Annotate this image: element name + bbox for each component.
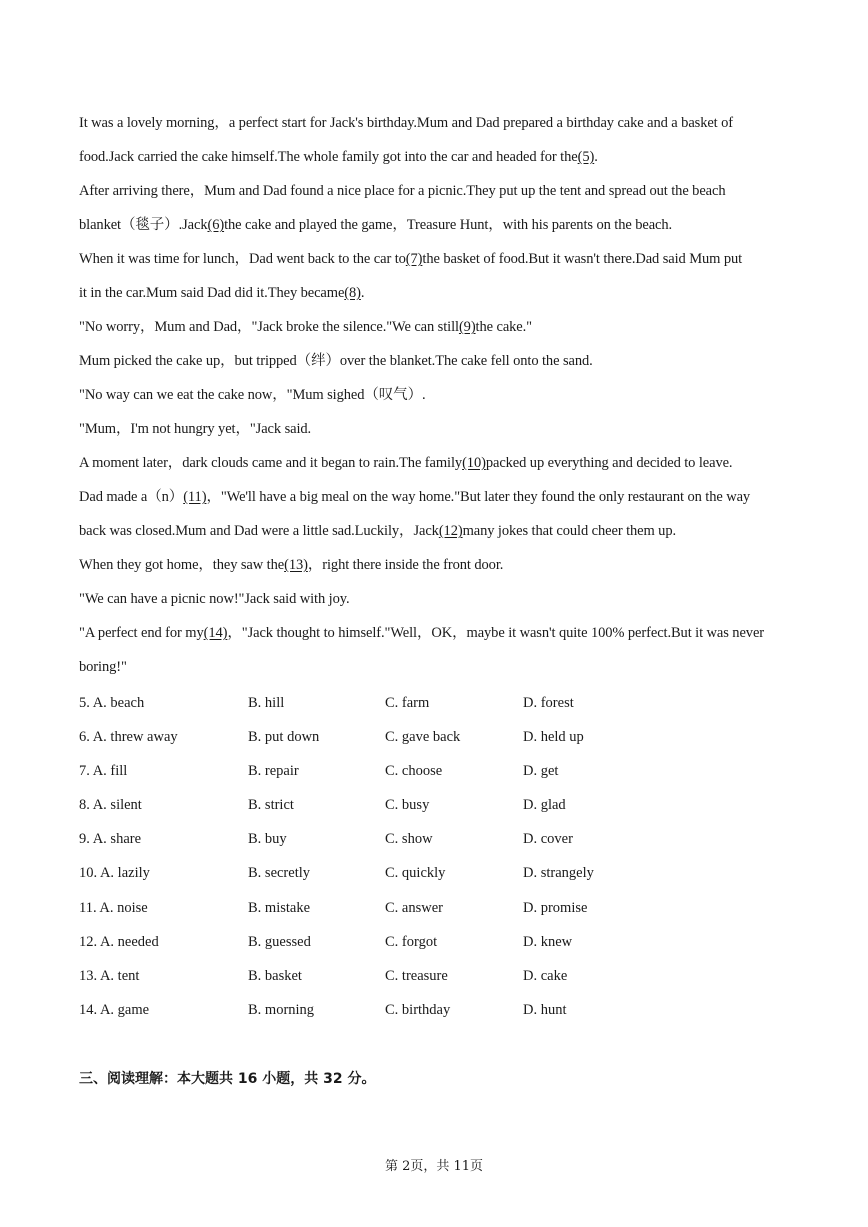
option-choice: C. answer [385, 899, 443, 916]
option-row [79, 788, 791, 822]
option-choice: B. strict [248, 797, 294, 814]
passage-text: the cake." [475, 319, 532, 335]
option-choice: 5. A. beach [79, 695, 145, 711]
option-row [79, 754, 791, 788]
passage-text: When it was time for lunch，Dad went back to the car to [79, 251, 406, 267]
passage-text: A moment later，dark clouds came and it began to rain.The family [79, 455, 463, 471]
option-choice: D. promise [523, 899, 588, 916]
passage-text: It was a lovely morning，a perfect start for Jack's birthday.Mum and Dad prepared a birthday cake and a basket of [79, 115, 734, 131]
answer-options [79, 686, 791, 1027]
passage-text: Dad made a（n） [79, 489, 184, 505]
passage-text: "A perfect end for my [79, 625, 204, 641]
passage-line [79, 140, 791, 174]
passage-text: . [360, 285, 365, 301]
page-footer: 第 2页，共 11页 [384, 1159, 484, 1174]
blank-number: (12) [438, 523, 463, 539]
passage-text: "No worry，Mum and Dad，"Jack broke the silence."We can still [79, 319, 459, 335]
option-choice: 6. A. threw away [79, 729, 178, 746]
option-row [79, 686, 791, 720]
passage-line [79, 242, 791, 276]
option-choice: C. show [385, 831, 433, 848]
passage-line [79, 582, 791, 616]
option-choice: D. glad [523, 797, 566, 814]
option-row [79, 856, 791, 890]
passage-text: ，right there inside the front door. [307, 557, 504, 573]
passage-line [79, 480, 791, 514]
option-choice: B. mistake [248, 899, 311, 916]
passage-text: "We can have a picnic now!"Jack said with joy. [79, 591, 350, 607]
passage-line [79, 106, 791, 140]
option-choice: 8. A. silent [79, 797, 142, 814]
passage-line [79, 514, 791, 548]
passage-text: many jokes that could cheer them up. [462, 523, 677, 539]
passage-text: back was closed.Mum and Dad were a little sad.Luckily，Jack [79, 523, 439, 539]
passage-text: . [594, 149, 598, 165]
option-choice: D. get [523, 763, 559, 780]
passage-text: ，"Jack thought to himself."Well，OK，maybe it wasn't quite 100% perfect.But it was never [227, 625, 765, 641]
option-choice: C. quickly [385, 865, 446, 882]
blank-number: (6) [207, 217, 225, 233]
blank-number: (11) [183, 489, 207, 505]
passage-text: boring!" [79, 659, 127, 675]
blank-number: (13) [284, 557, 308, 573]
option-choice: D. cake [523, 967, 568, 984]
section-heading: 三、阅读理解：本大题共 16 小题，共 32 分。 [79, 1071, 376, 1087]
passage-text: packed up everything and decided to leave. [485, 455, 733, 471]
option-row [79, 822, 791, 856]
option-choice: B. hill [248, 695, 285, 711]
option-choice: B. basket [248, 967, 302, 984]
option-choice: D. forest [523, 695, 574, 711]
option-choice: D. cover [523, 831, 573, 848]
passage-line [79, 378, 791, 412]
option-row [79, 720, 791, 754]
option-choice: 14. A. game [79, 1001, 150, 1018]
option-row [79, 925, 791, 959]
passage-line [79, 446, 791, 480]
option-choice: B. buy [248, 831, 287, 848]
passage-text: it in the car.Mum said Dad did it.They became [79, 285, 345, 301]
passage-line [79, 650, 791, 684]
option-row [79, 993, 791, 1027]
blank-number: (8) [344, 285, 361, 301]
option-choice: D. strangely [523, 865, 594, 882]
option-choice: 12. A. needed [79, 933, 159, 950]
passage-text: "Mum，I'm not hungry yet，"Jack said. [79, 421, 312, 437]
cloze-passage [79, 106, 791, 684]
passage-text: "No way can we eat the cake now，"Mum sighed（叹气）. [79, 387, 426, 403]
passage-line [79, 616, 791, 650]
option-choice: D. hunt [523, 1001, 567, 1018]
passage-line [79, 276, 791, 310]
passage-text: When they got home，they saw the [79, 557, 285, 573]
option-choice: D. held up [523, 729, 584, 746]
option-choice: B. guessed [248, 933, 311, 950]
option-choice: C. treasure [385, 967, 448, 984]
option-choice: 7. A. fill [79, 763, 128, 780]
passage-text: ，"We'll have a big meal on the way home."But later they found the only restaurant on the way [206, 489, 751, 505]
passage-line [79, 548, 791, 582]
passage-line [79, 174, 791, 208]
option-choice: C. forgot [385, 933, 438, 950]
option-choice: 9. A. share [79, 831, 142, 848]
option-choice: 13. A. tent [79, 967, 140, 984]
passage-text: blanket（毯子）.Jack [79, 217, 208, 233]
option-choice: C. birthday [385, 1001, 451, 1018]
option-choice: B. morning [248, 1001, 315, 1018]
blank-number: (14) [203, 625, 228, 641]
blank-number: (5) [577, 149, 595, 165]
option-choice: D. knew [523, 933, 573, 950]
blank-number: (9) [458, 319, 476, 335]
passage-line [79, 310, 791, 344]
passage-line [79, 344, 791, 378]
option-choice: C. busy [385, 797, 430, 814]
passage-line [79, 412, 791, 446]
passage-text: the basket of food.But it wasn't there.Dad said Mum put [422, 251, 743, 267]
passage-text: the cake and played the game，Treasure Hunt，with his parents on the beach. [224, 217, 673, 233]
option-choice: B. repair [248, 763, 299, 780]
passage-text: food.Jack carried the cake himself.The whole family got into the car and headed for the [79, 149, 578, 165]
option-row [79, 959, 791, 993]
blank-number: (10) [462, 455, 486, 471]
option-row [79, 891, 791, 925]
option-choice: C. farm [385, 695, 430, 711]
option-choice: B. put down [248, 729, 320, 746]
option-choice: B. secretly [248, 865, 311, 882]
option-choice: 11. A. noise [79, 899, 148, 916]
option-choice: C. choose [385, 763, 443, 780]
option-choice: 10. A. lazily [79, 865, 150, 882]
passage-text: After arriving there，Mum and Dad found a nice place for a picnic.They put up the tent and spread out the beach [79, 183, 726, 199]
option-choice: C. gave back [385, 729, 461, 746]
passage-text: Mum picked the cake up，but tripped（绊）over the blanket.The cake fell onto the sand. [79, 353, 593, 369]
blank-number: (7) [405, 251, 423, 267]
passage-line [79, 208, 791, 242]
